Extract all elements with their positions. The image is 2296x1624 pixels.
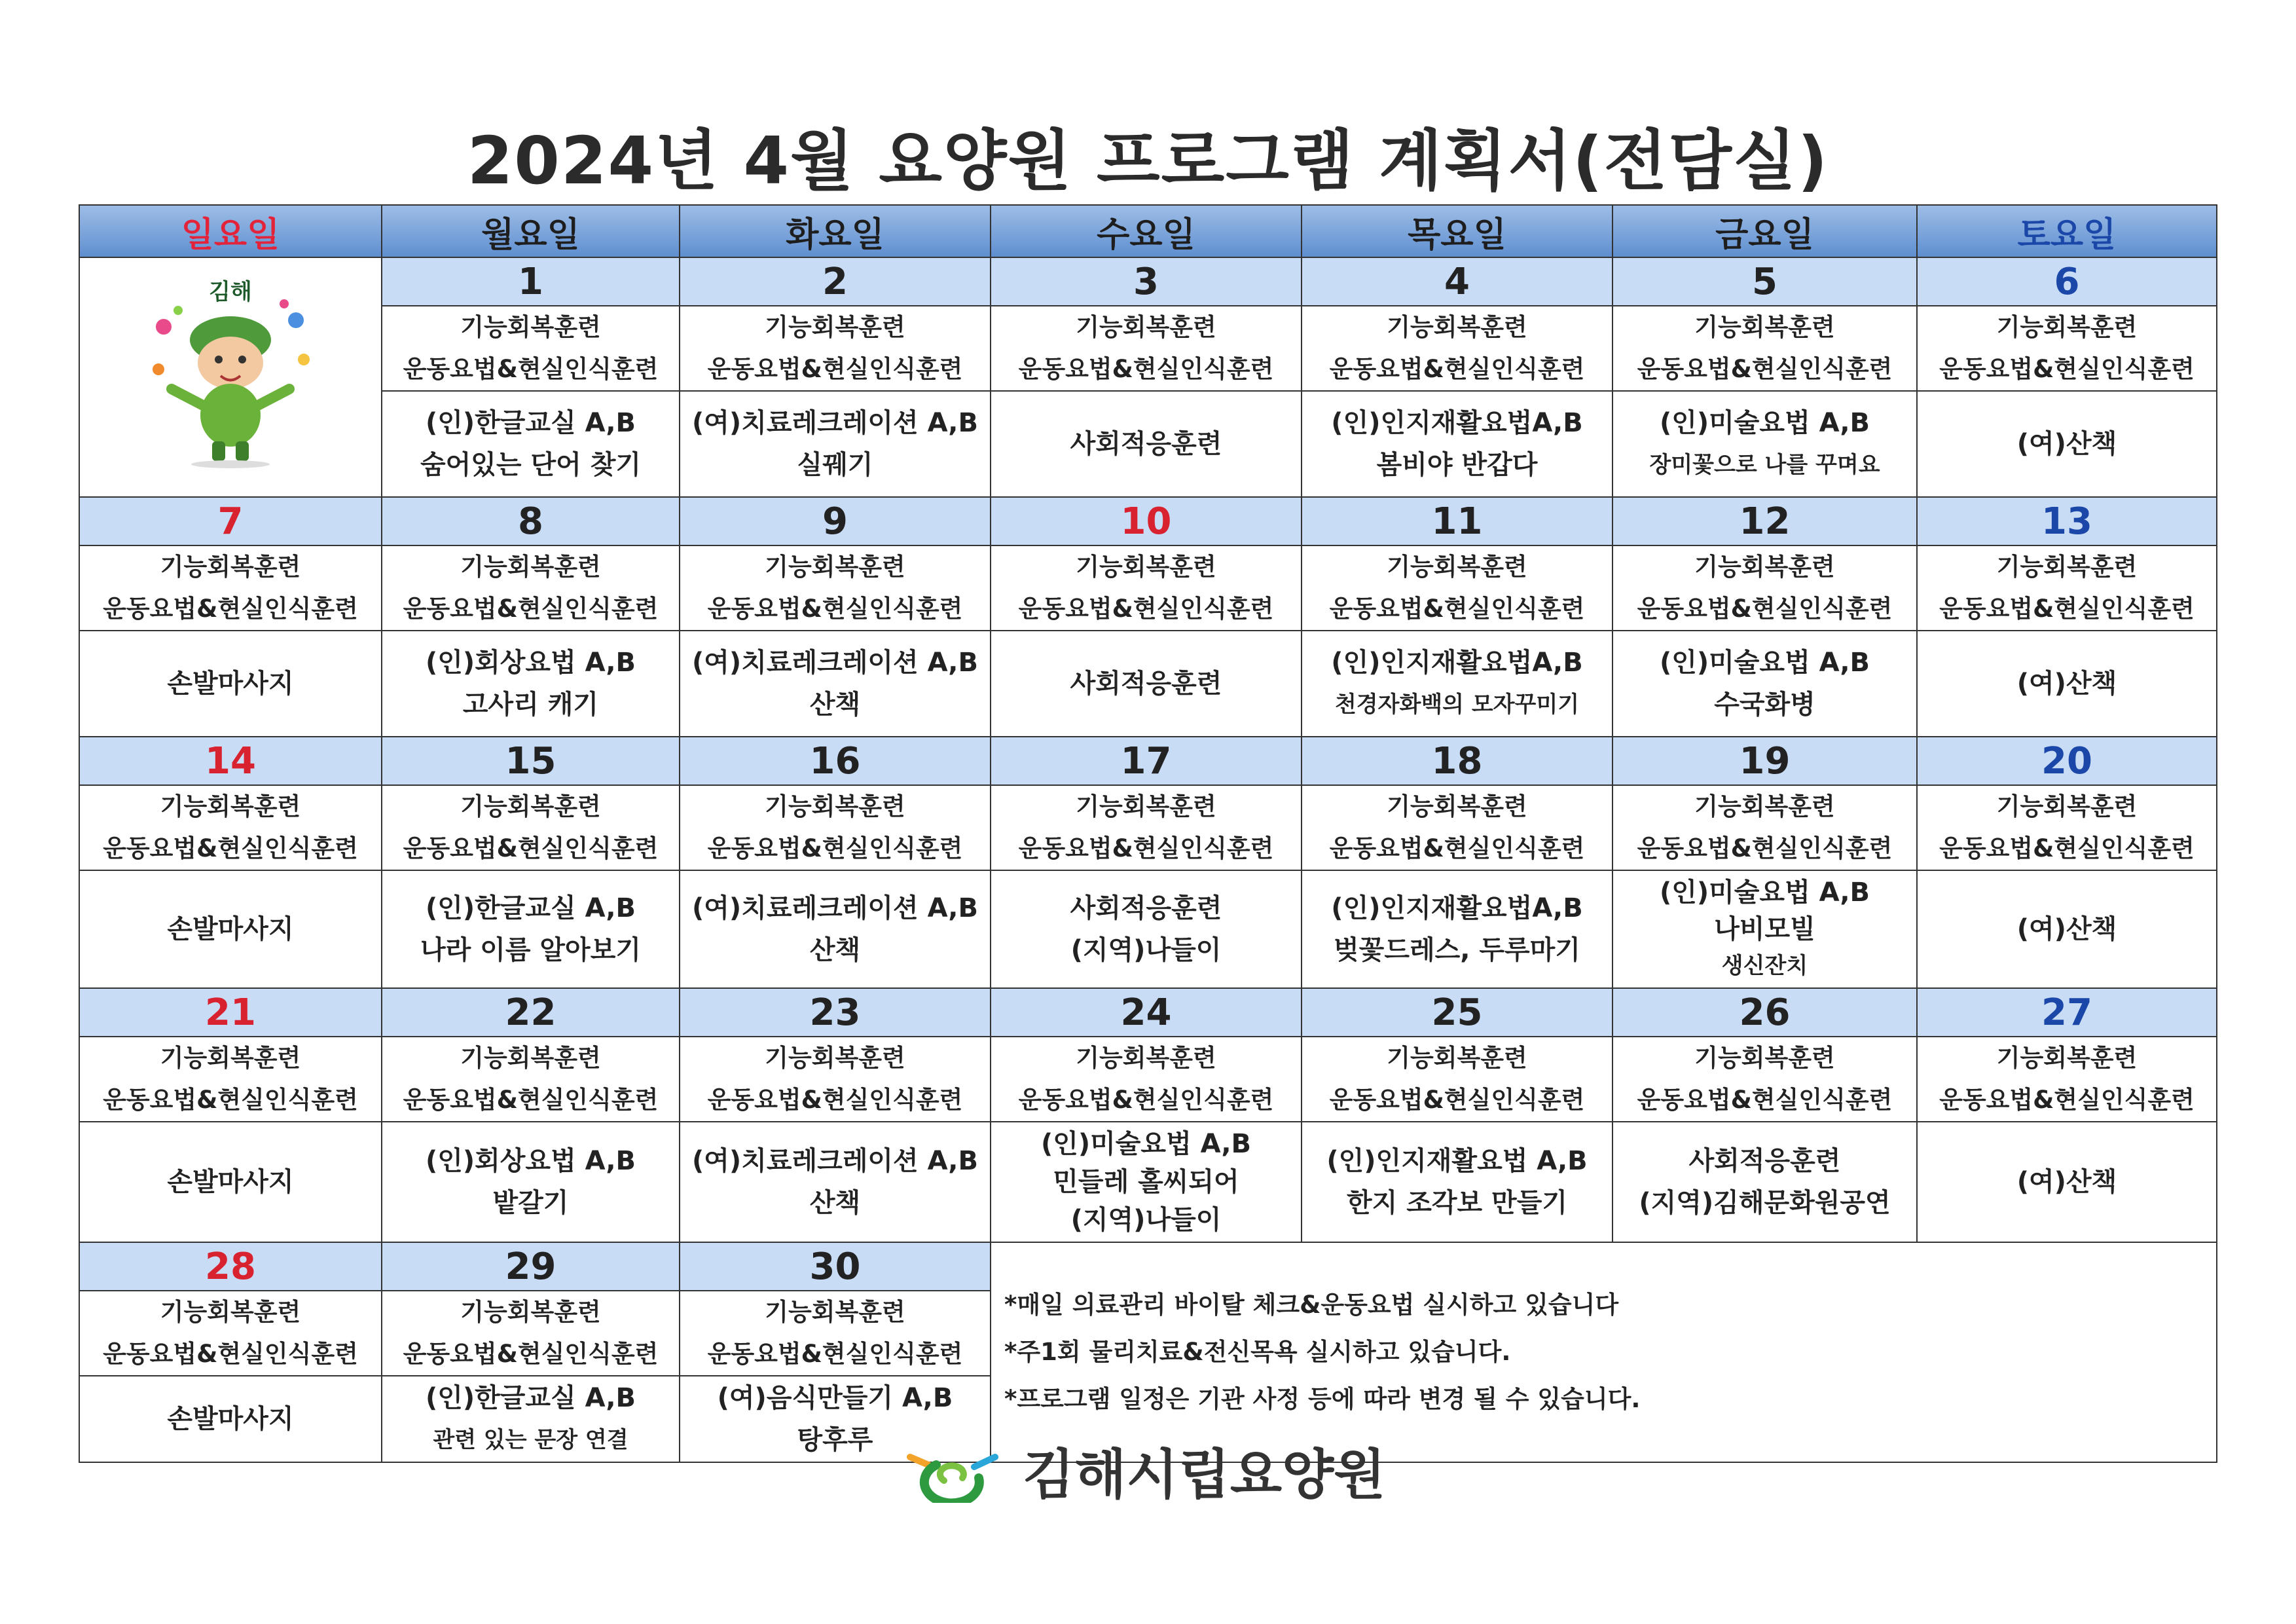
date-row bbox=[79, 988, 2217, 1037]
weekday-thursday: 목요일 bbox=[1302, 205, 1613, 257]
program-cell: 사회적응훈련 bbox=[991, 391, 1302, 497]
functional-cell: 기능회복훈련 운동요법&현실인식훈련 bbox=[382, 785, 680, 870]
program-cell: (여)산책 bbox=[1917, 631, 2217, 737]
date-row bbox=[79, 737, 2217, 785]
program-cell: (인)한글교실 A,B 숨어있는 단어 찾기 bbox=[382, 391, 680, 497]
weekday-monday: 월요일 bbox=[382, 205, 680, 257]
functional-cell: 기능회복훈련 운동요법&현실인식훈련 bbox=[1917, 545, 2217, 631]
date-cell: 3 bbox=[991, 257, 1302, 306]
functional-cell: 기능회복훈련 운동요법&현실인식훈련 bbox=[991, 306, 1302, 391]
functional-cell: 기능회복훈련 운동요법&현실인식훈련 bbox=[382, 306, 680, 391]
functional-cell: 기능회복훈련 운동요법&현실인식훈련 bbox=[1302, 545, 1613, 631]
program-row bbox=[79, 391, 2217, 497]
notes-box bbox=[991, 1242, 2217, 1462]
weekday-wednesday: 수요일 bbox=[991, 205, 1302, 257]
date-cell: 18 bbox=[1302, 737, 1613, 785]
functional-cell: 기능회복훈련 운동요법&현실인식훈련 bbox=[680, 306, 991, 391]
program-cell: (인)인지재활요법 A,B 한지 조각보 만들기 bbox=[1302, 1122, 1613, 1242]
note-line: *프로그램 일정은 기관 사정 등에 따라 변경 될 수 있습니다. bbox=[1004, 1385, 1641, 1413]
date-cell: 26 bbox=[1613, 988, 1917, 1037]
program-cell: (인)미술요법 A,B 민들레 홀씨되어 (지역)나들이 bbox=[991, 1122, 1302, 1242]
functional-cell: 기능회복훈련 운동요법&현실인식훈련 bbox=[1613, 545, 1917, 631]
program-cell: (인)한글교실 A,B 나라 이름 알아보기 bbox=[382, 870, 680, 988]
date-cell: 20 bbox=[1917, 737, 2217, 785]
functional-cell: 기능회복훈련 운동요법&현실인식훈련 bbox=[79, 545, 382, 631]
program-cell: (여)산책 bbox=[1917, 870, 2217, 988]
date-cell: 9 bbox=[680, 497, 991, 545]
functional-cell: 기능회복훈련 운동요법&현실인식훈련 bbox=[1613, 1037, 1917, 1122]
gimhae-city-logo-icon bbox=[897, 1437, 1008, 1503]
date-cell: 21 bbox=[79, 988, 382, 1037]
date-cell: 11 bbox=[1302, 497, 1613, 545]
functional-cell: 기능회복훈련 운동요법&현실인식훈련 bbox=[991, 785, 1302, 870]
footer-logo bbox=[897, 1434, 1385, 1506]
functional-cell: 기능회복훈련 운동요법&현실인식훈련 bbox=[1302, 306, 1613, 391]
date-cell: 29 bbox=[382, 1242, 680, 1291]
date-row bbox=[79, 257, 2217, 306]
program-cell: 손발마사지 bbox=[79, 1376, 382, 1462]
mascot-cell bbox=[79, 257, 382, 497]
date-row bbox=[79, 1242, 2217, 1291]
date-cell: 30 bbox=[680, 1242, 991, 1291]
note-line: *주1회 물리치료&전신목욕 실시하고 있습니다. bbox=[1004, 1338, 1511, 1366]
functional-cell: 기능회복훈련 운동요법&현실인식훈련 bbox=[79, 785, 382, 870]
date-cell: 12 bbox=[1613, 497, 1917, 545]
program-cell: (인)미술요법 A,B 나비모빌 생신잔치 bbox=[1613, 870, 1917, 988]
program-row bbox=[79, 870, 2217, 988]
program-cell: (여)치료레크레이션 A,B 산책 bbox=[680, 631, 991, 737]
date-cell: 19 bbox=[1613, 737, 1917, 785]
functional-cell: 기능회복훈련 운동요법&현실인식훈련 bbox=[1302, 785, 1613, 870]
program-cell: (인)인지재활요법A,B 봄비야 반갑다 bbox=[1302, 391, 1613, 497]
functional-cell: 기능회복훈련 운동요법&현실인식훈련 bbox=[1917, 785, 2217, 870]
weekday-sunday: 일요일 bbox=[79, 205, 382, 257]
mascot-icon bbox=[132, 274, 329, 471]
functional-cell: 기능회복훈련 운동요법&현실인식훈련 bbox=[991, 1037, 1302, 1122]
date-cell: 10 bbox=[991, 497, 1302, 545]
date-cell: 28 bbox=[79, 1242, 382, 1291]
date-cell: 13 bbox=[1917, 497, 2217, 545]
date-cell: 8 bbox=[382, 497, 680, 545]
program-cell: (인)회상요법 A,B 밭갈기 bbox=[382, 1122, 680, 1242]
program-cell: (여)치료레크레이션 A,B 실꿰기 bbox=[680, 391, 991, 497]
program-row bbox=[79, 631, 2217, 737]
functional-cell: 기능회복훈련 운동요법&현실인식훈련 bbox=[1302, 1037, 1613, 1122]
program-cell: 사회적응훈련 bbox=[991, 631, 1302, 737]
functional-training-row bbox=[79, 785, 2217, 870]
date-cell: 6 bbox=[1917, 257, 2217, 306]
functional-training-row bbox=[79, 306, 2217, 391]
weekday-header-row bbox=[79, 205, 2217, 257]
program-cell: (인)미술요법 A,B 수국화병 bbox=[1613, 631, 1917, 737]
date-cell: 15 bbox=[382, 737, 680, 785]
date-cell: 27 bbox=[1917, 988, 2217, 1037]
functional-cell: 기능회복훈련 운동요법&현실인식훈련 bbox=[680, 1291, 991, 1376]
functional-cell: 기능회복훈련 운동요법&현실인식훈련 bbox=[79, 1037, 382, 1122]
functional-cell: 기능회복훈련 운동요법&현실인식훈련 bbox=[1613, 306, 1917, 391]
program-cell: (인)한글교실 A,B 관련 있는 문장 연결 bbox=[382, 1376, 680, 1462]
program-cell: (인)인지재활요법A,B 벚꽃드레스, 두루마기 bbox=[1302, 870, 1613, 988]
date-cell: 4 bbox=[1302, 257, 1613, 306]
program-cell: (인)미술요법 A,B 장미꽃으로 나를 꾸며요 bbox=[1613, 391, 1917, 497]
program-cell: (여)산책 bbox=[1917, 1122, 2217, 1242]
date-cell: 25 bbox=[1302, 988, 1613, 1037]
mascot-caption: 김해 bbox=[209, 279, 252, 305]
date-cell: 17 bbox=[991, 737, 1302, 785]
weekday-tuesday: 화요일 bbox=[680, 205, 991, 257]
program-cell: 손발마사지 bbox=[79, 870, 382, 988]
program-cell: 손발마사지 bbox=[79, 631, 382, 737]
functional-training-row bbox=[79, 545, 2217, 631]
date-cell: 22 bbox=[382, 988, 680, 1037]
program-calendar bbox=[79, 204, 2217, 1463]
functional-cell: 기능회복훈련 운동요법&현실인식훈련 bbox=[1917, 1037, 2217, 1122]
functional-cell: 기능회복훈련 운동요법&현실인식훈련 bbox=[680, 1037, 991, 1122]
date-cell: 16 bbox=[680, 737, 991, 785]
program-row bbox=[79, 1122, 2217, 1242]
program-cell: 사회적응훈련 (지역)나들이 bbox=[991, 870, 1302, 988]
functional-cell: 기능회복훈련 운동요법&현실인식훈련 bbox=[1917, 306, 2217, 391]
program-cell: (여)치료레크레이션 A,B 산책 bbox=[680, 870, 991, 988]
functional-cell: 기능회복훈련 운동요법&현실인식훈련 bbox=[991, 545, 1302, 631]
program-cell: (여)산책 bbox=[1917, 391, 2217, 497]
weekday-friday: 금요일 bbox=[1613, 205, 1917, 257]
note-line: *매일 의료관리 바이탈 체크&운동요법 실시하고 있습니다 bbox=[1004, 1291, 1619, 1319]
program-cell: (여)치료레크레이션 A,B 산책 bbox=[680, 1122, 991, 1242]
date-cell: 5 bbox=[1613, 257, 1917, 306]
date-cell: 24 bbox=[991, 988, 1302, 1037]
date-row bbox=[79, 497, 2217, 545]
date-cell: 23 bbox=[680, 988, 991, 1037]
institution-name: 김해시립요양원 bbox=[1023, 1443, 1386, 1506]
functional-cell: 기능회복훈련 운동요법&현실인식훈련 bbox=[382, 1291, 680, 1376]
program-cell: (인)회상요법 A,B 고사리 캐기 bbox=[382, 631, 680, 737]
date-cell: 14 bbox=[79, 737, 382, 785]
program-cell: (인)인지재활요법A,B 천경자화백의 모자꾸미기 bbox=[1302, 631, 1613, 737]
date-cell: 1 bbox=[382, 257, 680, 306]
program-cell: (여)음식만들기 A,B 탕후루 bbox=[680, 1376, 991, 1462]
weekday-saturday: 토요일 bbox=[1917, 205, 2217, 257]
functional-cell: 기능회복훈련 운동요법&현실인식훈련 bbox=[1613, 785, 1917, 870]
functional-cell: 기능회복훈련 운동요법&현실인식훈련 bbox=[79, 1291, 382, 1376]
program-cell: 사회적응훈련 (지역)김해문화원공연 bbox=[1613, 1122, 1917, 1242]
date-cell: 2 bbox=[680, 257, 991, 306]
functional-cell: 기능회복훈련 운동요법&현실인식훈련 bbox=[382, 545, 680, 631]
functional-training-row bbox=[79, 1037, 2217, 1122]
page-title: 2024년 4월 요양원 프로그램 계획서(전담실) bbox=[467, 122, 1829, 199]
date-cell: 7 bbox=[79, 497, 382, 545]
program-cell: 손발마사지 bbox=[79, 1122, 382, 1242]
functional-cell: 기능회복훈련 운동요법&현실인식훈련 bbox=[382, 1037, 680, 1122]
functional-cell: 기능회복훈련 운동요법&현실인식훈련 bbox=[680, 545, 991, 631]
functional-cell: 기능회복훈련 운동요법&현실인식훈련 bbox=[680, 785, 991, 870]
